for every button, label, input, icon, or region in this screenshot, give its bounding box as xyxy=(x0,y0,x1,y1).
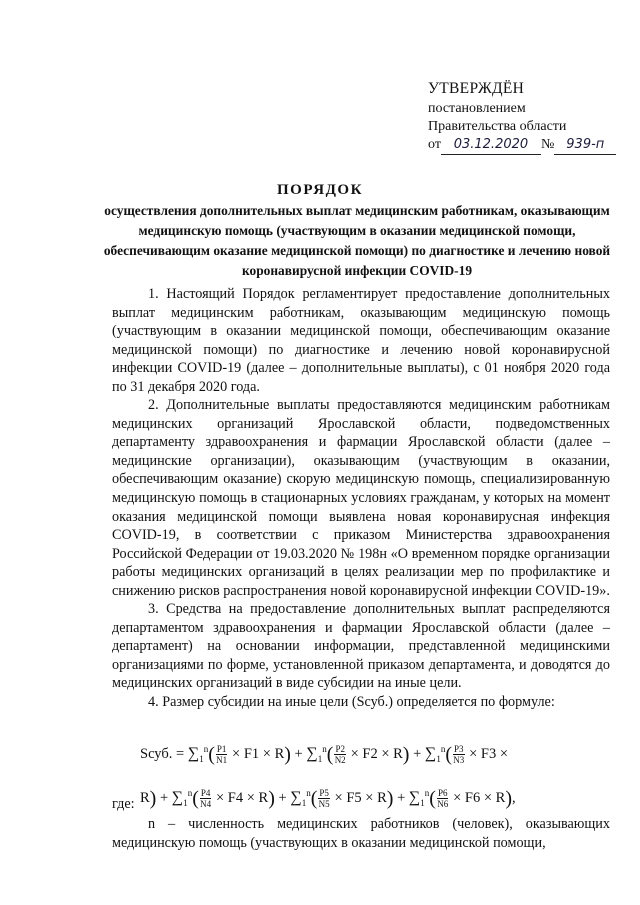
paragraph-1: 1. Настоящий Порядок регламентирует предоставление дополнительных выплат медицинским работникам, оказывающим медицинскую помощь (участвующим в оказании медицинской помощи, обеспечивающим оказание медицинской помощи) по диагностике и лечению новой коронавирусной инфекции COVID-19 (далее – дополнительные выплаты), с 01 ноября 2020 года по 31 декабря 2020 года. xyxy=(112,286,610,395)
formula-terms-b xyxy=(140,787,516,810)
definition-n: n – численность медицинских работников (человек), оказывающих медицинскую помощь (участвующих в оказании медицинской помощи, xyxy=(112,816,610,851)
handwritten-date: 03.12.2020 xyxy=(441,136,541,155)
formula-equals: = xyxy=(176,745,185,762)
approval-heading: УТВЕРЖДЁН xyxy=(428,80,525,97)
formula-term: + $\sum_1^n$( $\frac{P3}{N3}$ × F3 × xyxy=(409,743,509,766)
paragraph-4: 4. Размер субсидии на иные цели (Sсуб.) определяется по формуле: xyxy=(148,694,555,711)
formula-term: + $\sum_1^n$( $\frac{P4}{N4}$ × F4 × R) xyxy=(156,787,275,810)
formula-term: $\sum_1^n$( $\frac{P1}{N1}$ × F1 × R) xyxy=(187,743,291,766)
approval-block xyxy=(428,80,616,155)
document-title: ПОРЯДОК xyxy=(277,182,363,198)
approval-date-row xyxy=(428,136,616,155)
definitions-text xyxy=(112,815,610,852)
approval-line-2: Правительства области xyxy=(428,119,567,134)
paragraph-2: 2. Дополнительные выплаты предоставляются медицинским работникам медицинских организаций Ярославской области, подведомственных департаменту здравоохранения и фармации Ярославской области (далее – медицинские организации), оказывающим (участвующим в оказании, обеспечивающим оказание) скорую медицинскую помощь, специализированную медицинскую помощь в стационарных условиях гражданам, у которых на момент оказания медицинской помощи выявлена новая коронавирусная инфекция COVID-19, в соответствии с приказом Министерства здравоохранения Российской Федерации от 19.03.2020 № 198н «О временном порядке организации работы медицинских организаций в целях реализации мер по профилактике и снижению рисков распространения новой коронавирусной инфекции COVID-19». xyxy=(112,397,610,599)
formula-term: + $\sum_1^n$( $\frac{P6}{N6}$ × F6 × R) xyxy=(393,787,512,810)
date-prefix: от xyxy=(428,137,441,152)
formula-lhs: Sсуб. xyxy=(140,745,173,762)
body-text xyxy=(112,285,610,712)
approval-line-1: постановлением xyxy=(428,101,526,116)
paragraph-3: 3. Средства на предоставление дополнительных выплат распределяются департаментом здравоохранения и фармации Ярославской области (далее – департамент) на основании информации, представленной медицинскими организациями по форме, установленной приказом департамента, и доводятся до медицинских организаций в виде субсидии на иные цели. xyxy=(112,601,610,692)
document-subtitle: осуществления дополнительных выплат медицинским работникам, оказывающим медицинскую помощь (участвующим в оказании медицинской помощи, обеспечивающим оказание медицинской помощи) по диагностике и лечению новой коронавирусной инфекции COVID-19 xyxy=(103,203,611,278)
subsidy-formula xyxy=(140,738,610,813)
number-prefix: № xyxy=(540,137,555,152)
formula-term: + $\sum_1^n$( $\frac{P2}{N2}$ × F2 × R) xyxy=(290,743,410,766)
handwritten-number: 939-п xyxy=(554,136,616,155)
formula-end: , xyxy=(511,789,516,806)
where-label: где: xyxy=(112,796,135,812)
formula-continuation: R) xyxy=(140,787,157,810)
formula-row-2 xyxy=(140,782,610,814)
formula-row-1 xyxy=(140,738,610,770)
formula-term: + $\sum_1^n$( $\frac{P5}{N5}$ × F5 × R) xyxy=(274,787,394,810)
formula-terms-a xyxy=(187,743,509,766)
